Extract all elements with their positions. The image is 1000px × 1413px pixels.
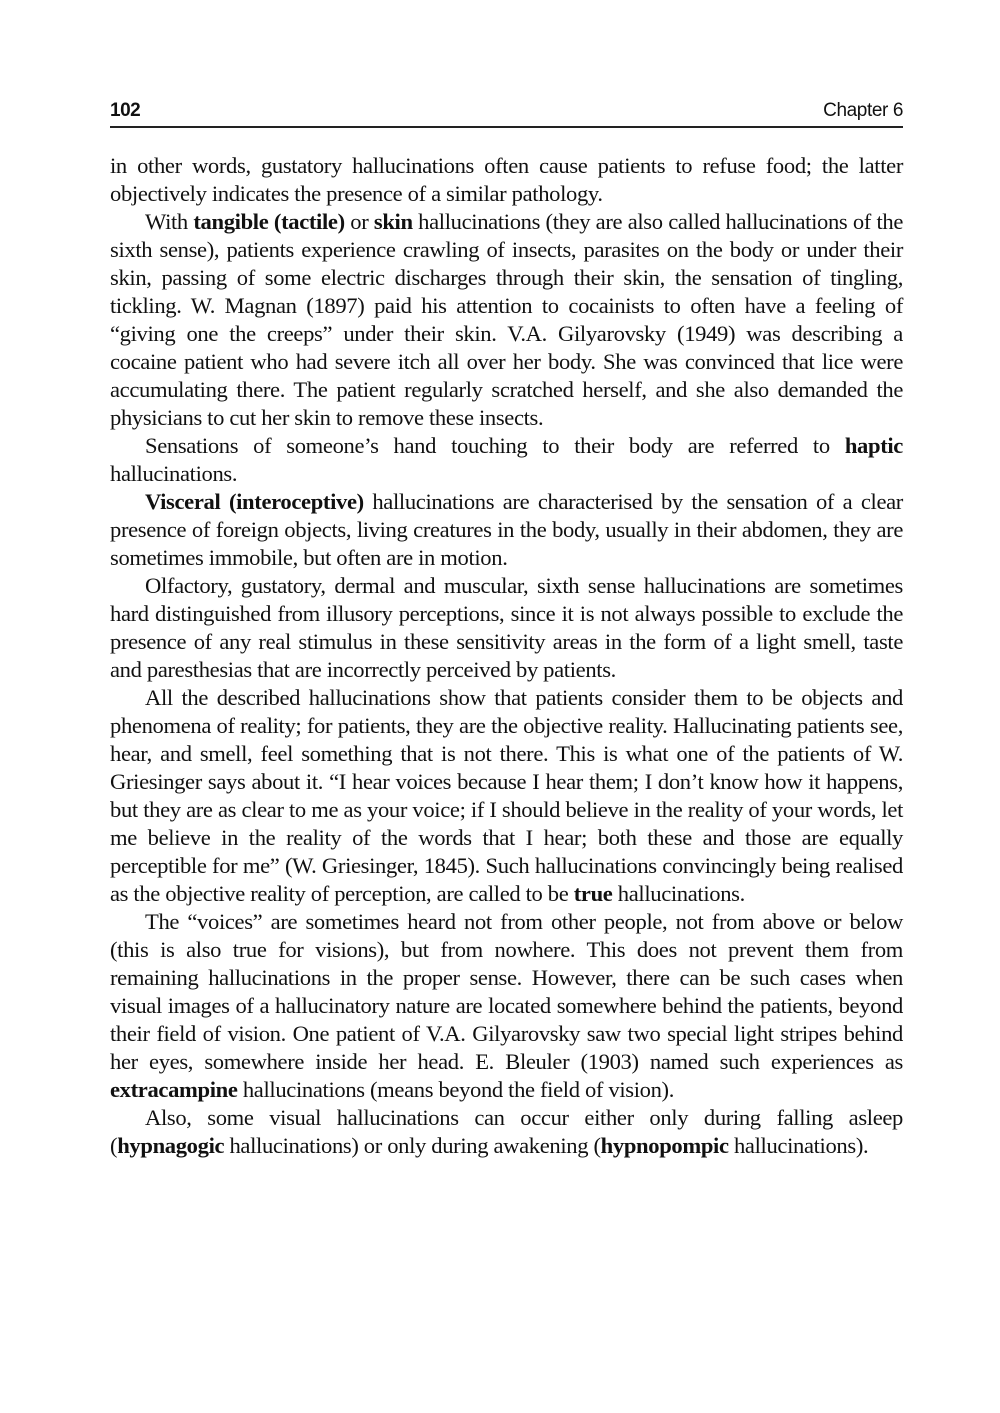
bold-term: Visceral (interoceptive)	[145, 489, 364, 514]
page-number: 102	[110, 100, 141, 121]
text-run: Olfactory, gustatory, dermal and muscular, sixth sense hallucinations are sometimes hard distinguished from illusory perceptions, since it is not always possible to exclude the presence of any real stimulus in these sensitivity areas in the form of a light smell, taste and paresthesias that are incorrectly perceived by patients.	[110, 573, 903, 682]
paragraph	[110, 684, 903, 908]
bold-term: tangible (tactile)	[193, 209, 345, 234]
bold-term: skin	[373, 209, 413, 234]
paragraph	[110, 152, 903, 208]
chapter-title: Chapter 6	[823, 100, 903, 121]
bold-term: hypnagogic	[117, 1133, 225, 1158]
paragraph	[110, 908, 903, 1104]
text-run: hallucinations.	[110, 461, 238, 486]
running-head	[110, 96, 903, 128]
text-run: The “voices” are sometimes heard not from other people, not from above or below (this is also true for visions), but from nowhere. This does not prevent them from remaining hallucinations in the proper sense. However, there can be such cases when visual images of a hallucinatory nature are located somewhere behind the patients, beyond their field of vision. One patient of V.A. Gilyarovsky saw two special light stripes behind her eyes, somewhere inside her head. E. Bleuler (1903) named such experiences as	[110, 909, 903, 1074]
paragraph	[110, 572, 903, 684]
text-run: in other words, gustatory hallucinations often cause patients to refuse food; the latter objectively indicates the presence of a similar pathology.	[110, 153, 903, 206]
text-run: All the described hallucinations show that patients consider them to be objects and phenomena of reality; for patients, they are the objective reality. Hallucinating patients see, hear, and smell, feel something that is not there. This is what one of the patients of W. Griesinger says about it. “I hear voices because I hear them; I don’t know how it happens, but they are as clear to me as your voice; if I should believe in the reality of your words, let me believe in the reality of the words that I hear; both these and those are equally perceptible for me” (W. Griesinger, 1845). Such hallucinations convincingly being realised as the objective reality of perception, are called to be	[110, 685, 903, 906]
paragraph	[110, 1104, 903, 1160]
bold-term: hypnopompic	[600, 1133, 729, 1158]
text-run: or	[344, 209, 374, 234]
text-run: hallucinations (means beyond the field of vision).	[237, 1077, 674, 1102]
text-run: hallucinations) or only during awakening (	[224, 1133, 601, 1158]
bold-term: true	[573, 881, 613, 906]
text-run: Also, some visual hallucinations can occur either only during falling asleep (	[110, 1105, 903, 1158]
text-run: hallucinations are characterised by the sensation of a clear presence of foreign objects, living creatures in the body, usually in their abdomen, they are sometimes immobile, but often are in motion.	[110, 489, 903, 570]
paragraph	[110, 208, 903, 432]
body-text	[110, 152, 903, 1160]
text-run: hallucinations.	[612, 881, 745, 906]
bold-term: extracampine	[110, 1077, 238, 1102]
bold-term: haptic	[844, 433, 903, 458]
text-run: With	[145, 209, 194, 234]
text-run: hallucinations).	[728, 1133, 869, 1158]
text-run: hallucinations (they are also called hallucinations of the sixth sense), patients experience crawling of insects, parasites on the body or under their skin, passing of some electric discharges through their skin, the sensation of tingling, tickling. W. Magnan (1897) paid his attention to cocainists to often have a feeling of “giving one the creeps” under their skin. V.A. Gilyarovsky (1949) was describing a cocaine patient who had severe itch all over her body. She was convinced that lice were accumulating there. The patient regularly scratched herself, and she also demanded the physicians to cut her skin to remove these insects.	[110, 209, 904, 430]
book-page	[110, 96, 903, 1160]
paragraph	[110, 488, 903, 572]
paragraph	[110, 432, 903, 488]
text-run: Sensations of someone’s hand touching to their body are referred to	[145, 433, 845, 458]
